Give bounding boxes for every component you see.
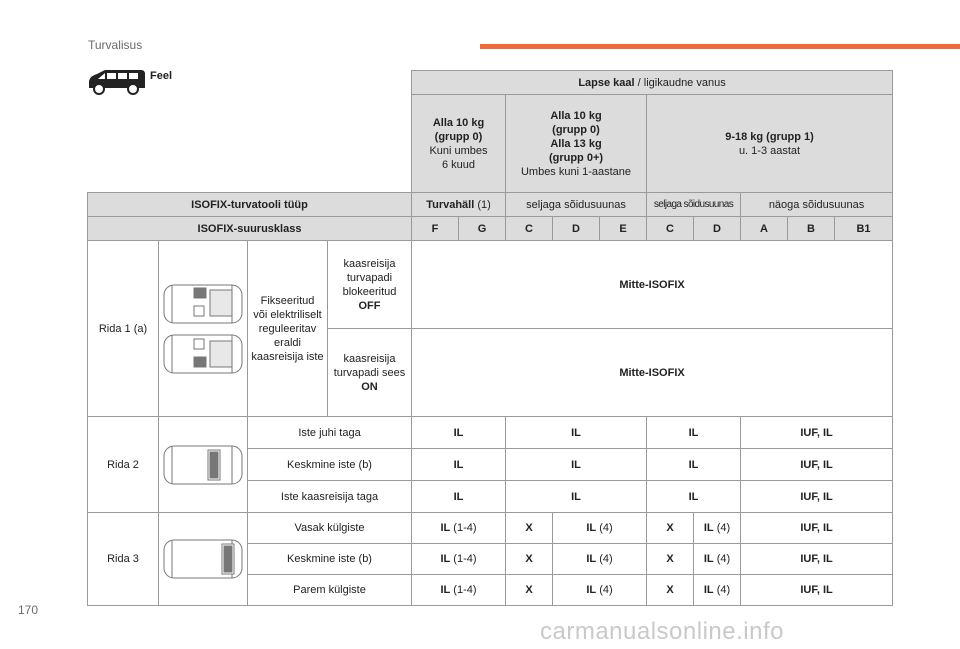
size-class: C [647,217,694,241]
car-front-seat-icon [162,281,244,377]
vehicle-label: Feel [150,70,173,82]
row3-value: IUF, IL [741,575,893,606]
size-class: D [694,217,741,241]
row3-value: X [647,575,694,606]
group-0plus-header: Alla 10 kg (grupp 0) Alla 13 kg (grupp 0+) Umbes kuni 1-aastane [506,95,647,193]
size-class: B1 [835,217,893,241]
header-accent-bar [480,44,960,49]
row2-seat-diagram [159,417,248,513]
isofix-type-label: ISOFIX-turvatooli tüüp [88,193,412,217]
row2-value: IUF, IL [741,481,893,513]
row2-label: Rida 2 [88,417,159,513]
section-title: Turvalisus [88,38,143,52]
row2-value: IL [506,481,647,513]
size-class: F [412,217,459,241]
car-rear-row-icon [162,538,244,580]
size-class: B [788,217,835,241]
size-class: A [741,217,788,241]
row2-seat-name: Iste kaasreisija taga [248,481,412,513]
airbag-off-value: Mitte-ISOFIX [412,241,893,329]
group-0-header: Alla 10 kg (grupp 0) Kuni umbes 6 kuud [412,95,506,193]
row2-value: IL [647,417,741,449]
row2-seat-name: Iste juhi taga [248,417,412,449]
type-rear-facing: seljaga sõidusuunas [506,193,647,217]
car-middle-row-icon [162,444,244,486]
row3-value: IL (1-4) [412,575,506,606]
row3-value: IUF, IL [741,544,893,575]
row3-label: Rida 3 [88,513,159,606]
page-number: 170 [18,603,39,617]
row3-value: IL (1-4) [412,513,506,544]
row2-value: IL [647,449,741,481]
row3-seat-name: Parem külgiste [248,575,412,606]
row1-seat-diagram [159,241,248,417]
row2-value: IL [647,481,741,513]
type-forward-facing: näoga sõidusuunas [741,193,893,217]
row3-value: X [506,544,553,575]
row3-value: X [647,513,694,544]
row1-label: Rida 1 (a) [88,241,159,417]
isofix-table [87,70,893,606]
row2-value: IL [506,417,647,449]
row3-value: IL (4) [694,575,741,606]
row3-value: IL (4) [553,513,647,544]
row3-seat-diagram [159,513,248,606]
row3-value: X [647,544,694,575]
type-carrycot: Turvahäll (1) [412,193,506,217]
row3-value: IL (4) [694,544,741,575]
airbag-on-value: Mitte-ISOFIX [412,329,893,417]
row3-value: IL (1-4) [412,544,506,575]
group-1-header: 9-18 kg (grupp 1) u. 1-3 aastat [647,95,893,193]
row3-seat-name: Keskmine iste (b) [248,544,412,575]
size-class: C [506,217,553,241]
airbag-off-label: kaasreisija turvapadi blokeeritud OFF [328,241,412,329]
isofix-size-label: ISOFIX-suurusklass [88,217,412,241]
row3-value: IL (4) [694,513,741,544]
row2-value: IL [412,417,506,449]
row3-seat-name: Vasak külgiste [248,513,412,544]
airbag-on-label: kaasreisija turvapadi sees ON [328,329,412,417]
row3-value: IL (4) [553,575,647,606]
row2-value: IUF, IL [741,449,893,481]
row2-seat-name: Keskmine iste (b) [248,449,412,481]
watermark: carmanualsonline.info [540,618,784,645]
row1-seat-description: Fikseeritud või elektriliselt reguleeritav eraldi kaasreisija iste [248,241,328,417]
row3-value: IUF, IL [741,513,893,544]
row2-value: IUF, IL [741,417,893,449]
type-rear-facing-small: seljaga sõidusuunas [647,193,741,217]
row2-value: IL [412,449,506,481]
row3-value: X [506,575,553,606]
row2-value: IL [412,481,506,513]
weight-header: Lapse kaal / ligikaudne vanus [412,71,893,95]
row3-value: X [506,513,553,544]
row2-value: IL [506,449,647,481]
size-class: G [459,217,506,241]
size-class: D [553,217,600,241]
row3-value: IL (4) [553,544,647,575]
size-class: E [600,217,647,241]
